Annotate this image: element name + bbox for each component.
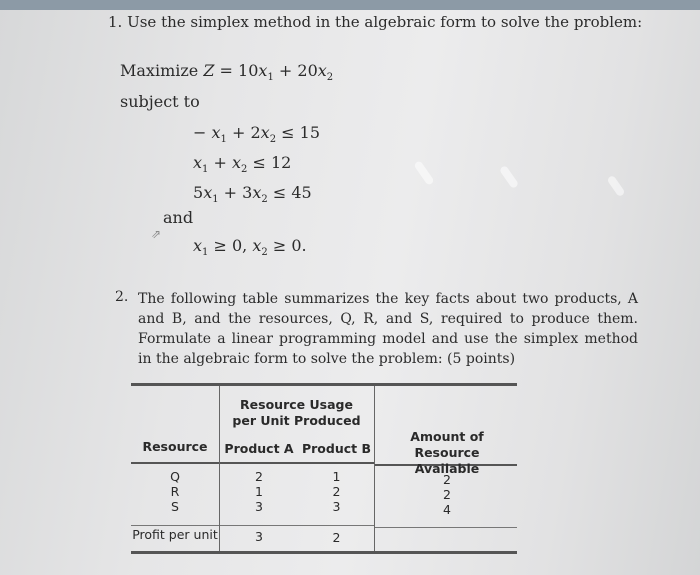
top-band [0,0,700,10]
product-a-header: Product A [224,441,294,456]
usage-header: Resource Usage per Unit Produced [232,397,361,428]
resource-header: Resource [142,439,208,454]
question-1-text: 1. Use the simplex method in the algebraic form to solve the problem: [108,13,643,31]
amount-column: 2 2 4 [443,472,451,517]
constraint-2: $x_1 + x_2 \le 12$ [193,153,292,176]
product-b-column: 1 2 3 [332,469,341,514]
nonnegativity-constraint: $x_1 \ge 0$, $x_2 \ge 0$. [193,236,307,259]
question-2-number: 2. [115,289,129,305]
body-divider [131,525,374,526]
resource-column: Q R S [170,469,180,514]
question-2-text: The following table summarizes the key facts about two products, A and B, and the resources, Q, R, and S, required to produce them. Formulate a linear programming model and use the simplex method in the algebraic form to solve the problem: (5 points) [138,291,638,367]
product-a-column: 2 1 3 [255,469,263,514]
column-rule [374,386,375,551]
constraint-1: − $x_1 + 2x_2 \le 15$ [193,123,321,146]
subject-to-label: subject to [120,92,200,111]
table-bottom-rule [131,551,517,554]
glare [499,165,519,189]
profit-b: 2 [332,530,341,545]
body-divider-right [374,527,517,528]
constraint-3: $5x_1 + 3x_2 \le 45$ [193,183,312,206]
profit-a: 3 [255,529,263,544]
mouse-cursor-icon: ⇗ [151,227,162,241]
header-divider [131,462,374,464]
table-top-rule [131,383,517,386]
and-label: and [163,208,194,227]
objective-function: Maximize $Z = 10x_1 + 20x_2$ [120,61,334,84]
glare [606,175,625,198]
glare [413,160,434,186]
amount-header: Amount of Resource Available [410,429,484,476]
resource-table [131,383,517,556]
profit-label: Profit per unit [132,527,218,542]
product-b-header: Product B [301,441,372,456]
